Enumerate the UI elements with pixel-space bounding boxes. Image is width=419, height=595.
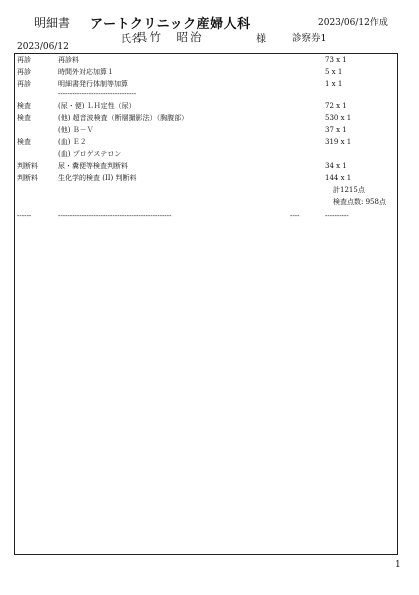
separator-col4: ---------- [325,212,349,220]
item-category: 再診 [17,56,31,64]
item-points: 73 x 1 [325,56,347,64]
item-category: 再診 [17,80,31,88]
line-item [15,112,397,124]
separator-row [15,88,397,100]
honorific: 様 [256,34,266,45]
page-number: 1 [395,560,401,570]
patient-name-label: 氏名 [121,34,141,45]
separator-col2: ------------------------------------------------ [58,212,172,220]
item-category: 再診 [17,68,31,76]
item-description: 生化学的検査 (II) 判断料 [58,174,137,182]
item-points: 319 x 1 [325,138,352,146]
statement-frame [14,53,398,555]
item-category: 検査 [17,102,31,110]
item-description: 再診料 [58,56,79,64]
patient-card-number: 診察券1 [292,33,327,44]
item-points: 5 x 1 [325,68,343,76]
item-description: 明細書発行体制等加算 [58,80,128,88]
line-item [15,148,397,160]
clinic-name: アートクリニック産婦人科 [90,17,251,32]
patient-name: 呉竹 昭治 [136,30,204,44]
item-description: (他) Ｂ－Ｖ [58,126,94,134]
line-item [15,136,397,148]
exam-points: 検査点数: 958点 [333,198,386,206]
line-item [15,54,397,66]
item-points: 34 x 1 [325,162,347,170]
document-title: 明細書 [34,16,71,30]
item-category: 検査 [17,114,31,122]
line-item [15,100,397,112]
visit-date: 2023/06/12 [17,42,69,52]
item-description: (血) Ｅ２ [58,138,87,146]
line-item [15,124,397,136]
item-separator: --------------------------------- [58,90,137,98]
item-description: 尿・糞便等検査判断料 [58,162,128,170]
item-points: 37 x 1 [325,126,347,134]
line-item [15,66,397,78]
item-points: 72 x 1 [325,102,347,110]
line-item [15,172,397,184]
item-points: 530 x 1 [325,114,352,122]
separator-col1: ------ [17,212,32,220]
item-description: (血) プロゲステロン [58,150,122,158]
separator-col3: ---- [290,212,300,220]
created-date: 2023/06/12作成 [318,18,388,28]
item-points: 144 x 1 [325,174,352,182]
item-points: 1 x 1 [325,80,343,88]
item-category: 判断料 [17,162,38,170]
footer-separator-row [15,210,397,222]
item-description: 時間外対応加算１ [58,68,114,76]
line-item [15,160,397,172]
item-description: (他) 超音波検査（断層撮影法）（胸腹部） [58,114,189,122]
item-description: (尿・便) ＬＨ定性（尿） [58,102,136,110]
count-row [15,196,397,208]
total-points: 計1215点 [333,186,365,194]
total-row [15,184,397,196]
item-category: 判断料 [17,174,38,182]
item-category: 検査 [17,138,31,146]
